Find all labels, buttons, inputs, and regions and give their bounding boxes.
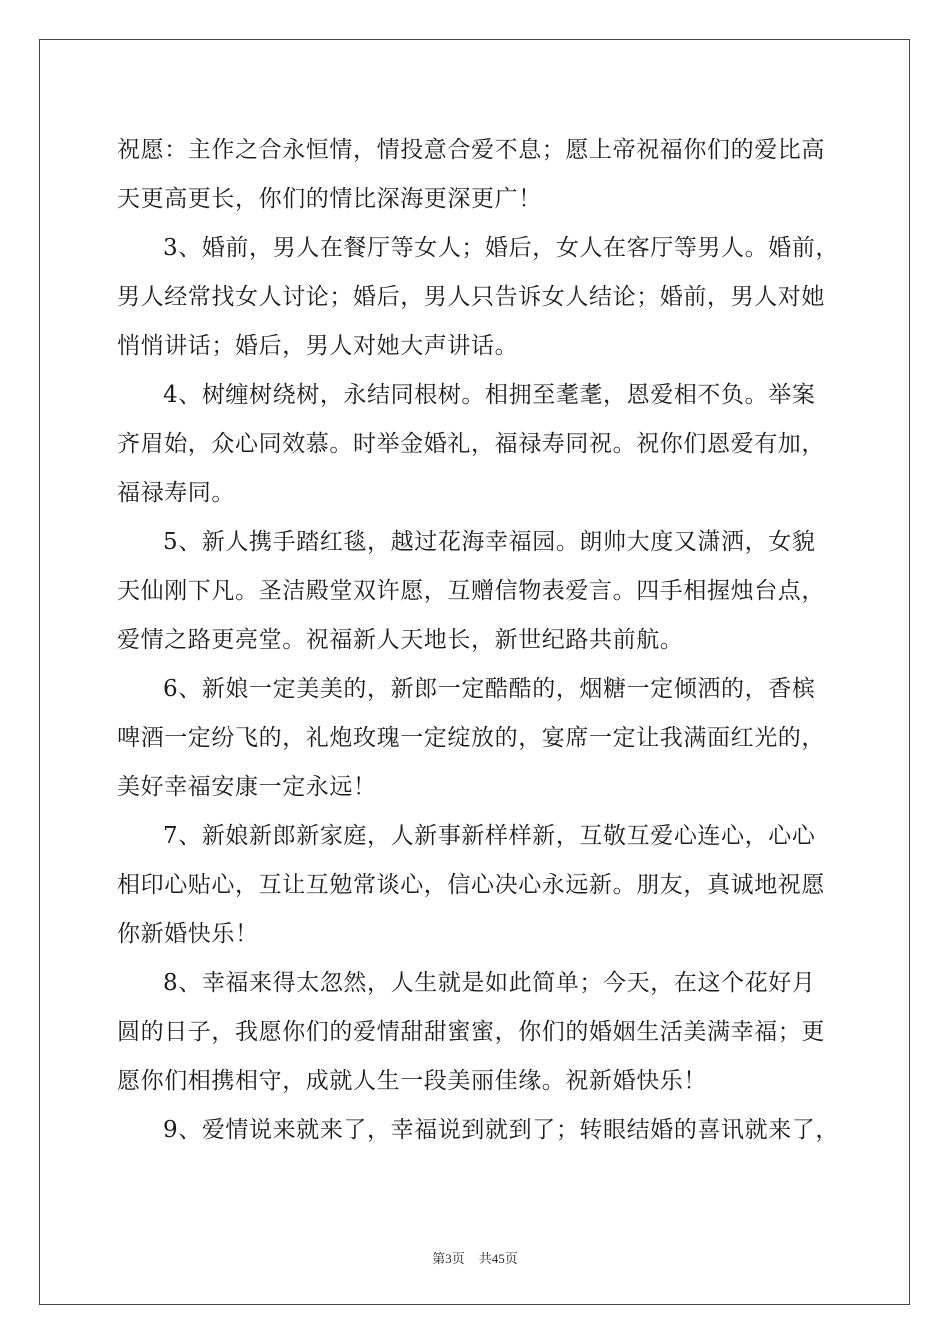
text-line: 祝愿：主作之合永恒情，情投意合爱不息；愿上帝祝福你们的爱比高: [117, 137, 825, 163]
text-line: 男人经常找女人讨论；婚后，男人只告诉女人结论；婚前，男人对她: [117, 284, 825, 310]
text-line: 爱情之路更亮堂。祝福新人天地长，新世纪路共前航。: [117, 627, 684, 653]
paragraph-line: 4、树缠树绕树，永结同根树。相拥至耄耄，恩爱相不负。举案: [163, 382, 816, 408]
text-line: 圆的日子，我愿你们的爱情甜甜蜜蜜，你们的婚姻生活美满幸福；更: [117, 1019, 825, 1045]
text-line: 福禄寿同。: [117, 480, 235, 506]
text-line: 啤酒一定纷飞的，礼炮玫瑰一定绽放的，宴席一定让我满面红光的，: [117, 725, 825, 751]
text-line: 齐眉始，众心同效慕。时举金婚礼，福禄寿同祝。祝你们恩爱有加，: [117, 431, 825, 457]
paragraph-line: 6、新娘一定美美的，新郎一定酷酷的，烟糖一定倾洒的，香槟: [163, 676, 816, 702]
paragraph-line: 7、新娘新郎新家庭，人新事新样样新，互敬互爱心连心，心心: [163, 823, 816, 849]
text-line: 相印心贴心，互让互勉常谈心，信心决心永远新。朋友，真诚地祝愿: [117, 872, 825, 898]
page-total: 共45页: [478, 1251, 518, 1266]
text-line: 天更高更长，你们的情比深海更深更广！: [117, 186, 542, 212]
text-line: 悄悄讲话；婚后，男人对她大声讲话。: [117, 333, 519, 359]
text-line: 美好幸福安康一定永远！: [117, 774, 377, 800]
page-number: 第3页: [432, 1251, 465, 1266]
paragraph-line: 9、爱情说来就来了，幸福说到就到了；转眼结婚的喜讯就来了，: [163, 1117, 840, 1143]
text-line: 天仙刚下凡。圣洁殿堂双许愿，互赠信物表爱言。四手相握烛台点，: [117, 578, 825, 604]
text-line: 愿你们相携相守，成就人生一段美丽佳缘。祝新婚快乐！: [117, 1068, 707, 1094]
paragraph-line: 5、新人携手踏红毯，越过花海幸福园。朗帅大度又潇洒，女貌: [163, 529, 816, 555]
page-footer: [0, 1248, 950, 1267]
text-line: 你新婚快乐！: [117, 921, 259, 947]
paragraph-line: 3、婚前，男人在餐厅等女人；婚后，女人在客厅等男人。婚前，: [163, 235, 840, 261]
document-body: [117, 126, 853, 1155]
paragraph-line: 8、幸福来得太忽然，人生就是如此简单；今天，在这个花好月: [163, 970, 816, 996]
